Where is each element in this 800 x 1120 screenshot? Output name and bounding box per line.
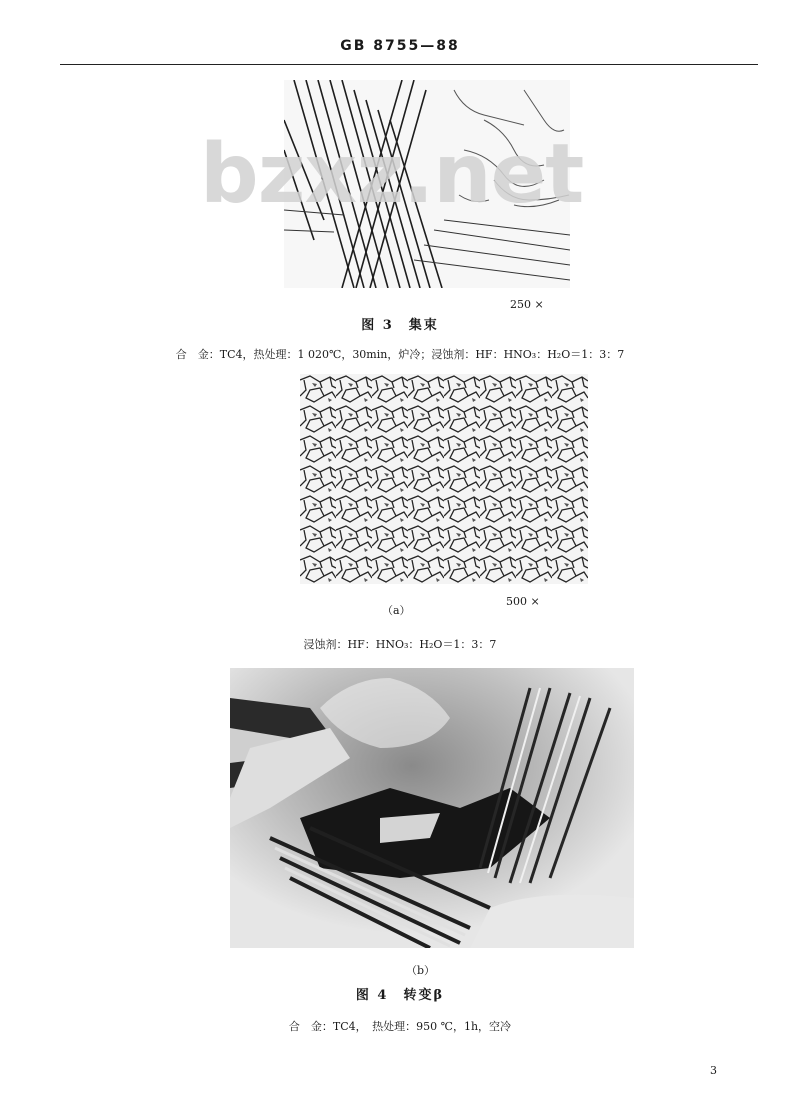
figure4a-label: （a） — [382, 604, 411, 617]
header-rule — [60, 64, 758, 65]
standard-number-header: GB 8755—88 — [340, 38, 460, 54]
figure4a-micrograph — [300, 374, 588, 584]
figure4b-label: （b） — [406, 964, 436, 977]
figure4-caption: 图 4 转变β — [355, 988, 445, 1003]
figure4a-magnification: 500 × — [506, 595, 540, 608]
watermark: bzxz.net — [200, 127, 584, 222]
figure3-caption: 图 3 集束 — [361, 318, 439, 333]
figure4-etchant: 浸蚀剂：HF：HNO₃：H₂O＝1：3：7 — [303, 638, 497, 651]
figure4b-micrograph — [230, 668, 634, 948]
figure3-description: 合 金：TC4，热处理：1 020℃，30min，炉冷；浸蚀剂：HF：HNO₃：H₂O＝1：3：7 — [175, 348, 625, 361]
figure4-description: 合 金：TC4， 热处理：950 ℃，1h，空冷 — [288, 1020, 512, 1033]
figure3-magnification: 250 × — [510, 298, 544, 311]
page-number: 3 — [710, 1064, 717, 1077]
